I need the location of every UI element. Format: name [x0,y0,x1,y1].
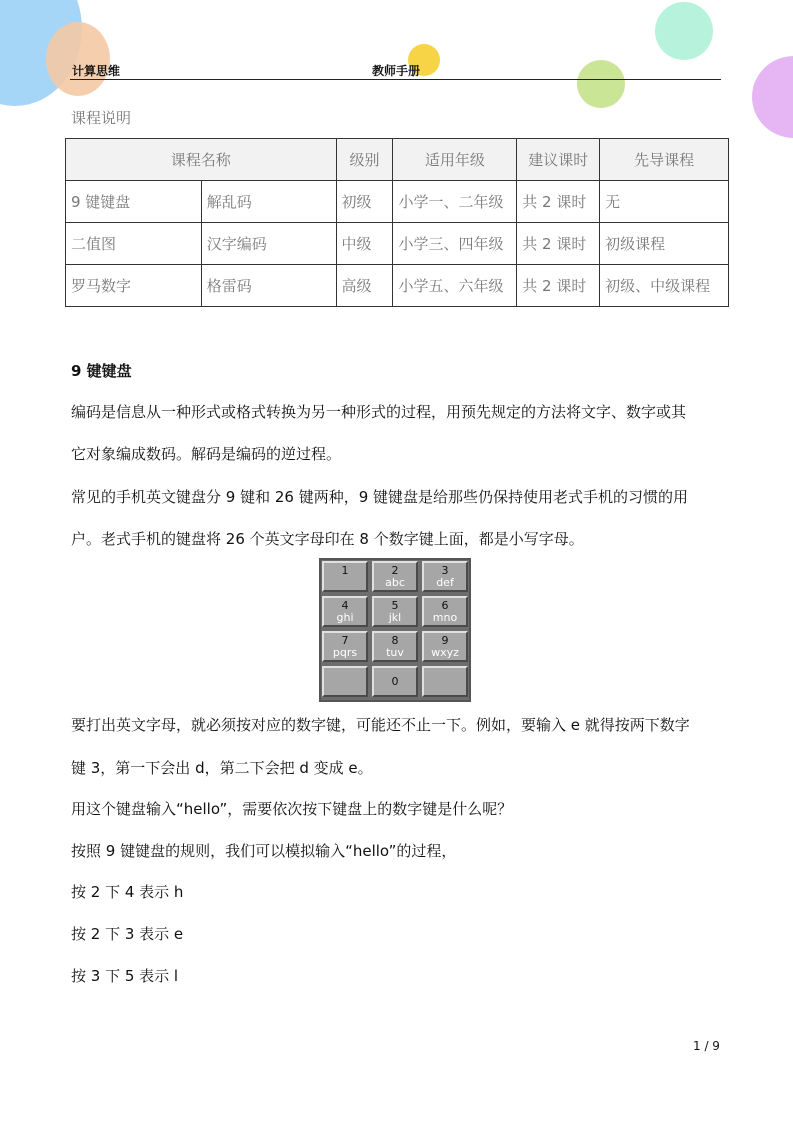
table-cell: 初级 [336,181,393,223]
paragraph-line: 它对象编成数码。解码是编码的逆过程。 [71,445,342,463]
table-cell: 高级 [336,265,393,307]
table-cell: 中级 [336,223,393,265]
paragraph-line: 要打出英文字母，就必须按对应的数字键，可能还不止一下。例如，要输入 e 就得按两下数字 [71,716,690,734]
table-cell: 共 2 课时 [517,265,600,307]
decor-circle-mint [655,2,713,60]
paragraph-line: 按 3 下 5 表示 l [71,967,179,985]
paragraph-line: 用这个键盘输入“hello”，需要依次按下键盘上的数字键是什么呢？ [71,800,513,818]
decor-circle-green [577,60,625,108]
keypad-key: 5 jkl [372,596,418,627]
paragraph-line: 编码是信息从一种形式或格式转换为另一种形式的过程，用预先规定的方法将文字、数字或其 [71,403,687,421]
header-rule [70,79,721,80]
table-cell: 小学五、六年级 [393,265,517,307]
keypad-key: 0 [372,666,418,697]
paragraph-line: 键 3，第一下会出 d，第二下会把 d 变成 e。 [71,759,373,777]
table-cell: 无 [600,181,729,223]
section-heading: 9 键键盘 [71,362,132,380]
keypad-key: 1 [322,561,368,592]
header-center: 教师手册 [372,64,421,78]
keypad-key: 9 wxyz [422,631,468,662]
section-caption: 课程说明 [71,109,132,127]
paragraph-line: 常见的手机英文键盘分 9 键和 26 键两种，9 键键盘是给那些仍保持使用老式手机的习惯的用 [71,488,689,506]
table-cell: 初级课程 [600,223,729,265]
keypad-key: 4 ghi [322,596,368,627]
table-cell: 汉字编码 [201,223,336,265]
keypad-key: 3 def [422,561,468,592]
paragraph-line: 户。老式手机的键盘将 26 个英文字母印在 8 个数字键上面，都是小写字母。 [71,530,584,548]
table-header-cell: 建议课时 [517,139,600,181]
keypad-image [319,558,471,702]
keypad-key [422,666,468,697]
header-left: 计算思维 [72,64,121,78]
keypad-key: 2 abc [372,561,418,592]
table-cell: 罗马数字 [66,265,202,307]
keypad-key: 6 mno [422,596,468,627]
table-cell: 初级、中级课程 [600,265,729,307]
table-header-cell: 适用年级 [393,139,517,181]
table-header-row [66,139,729,181]
course-table [65,138,729,307]
table-row [66,181,729,223]
keypad-key: 7 pqrs [322,631,368,662]
table-header-cell: 课程名称 [66,139,337,181]
decor-circle-orange [46,22,110,96]
paragraph-line: 按照 9 键键盘的规则，我们可以模拟输入“hello”的过程， [71,842,457,860]
table-cell: 共 2 课时 [517,223,600,265]
table-row [66,265,729,307]
table-cell: 二值图 [66,223,202,265]
table-cell: 9 键键盘 [66,181,202,223]
keypad-key: 8 tuv [372,631,418,662]
table-header-cell: 级别 [336,139,393,181]
paragraph-line: 按 2 下 3 表示 e [71,925,184,943]
table-cell: 格雷码 [201,265,336,307]
keypad-key [322,666,368,697]
paragraph-line: 按 2 下 4 表示 h [71,883,184,901]
table-header-cell: 先导课程 [600,139,729,181]
decor-circle-purple [752,56,793,138]
table-row [66,223,729,265]
table-cell: 小学三、四年级 [393,223,517,265]
table-cell: 小学一、二年级 [393,181,517,223]
table-cell: 共 2 课时 [517,181,600,223]
table-cell: 解乱码 [201,181,336,223]
page-number: 1 / 9 [693,1039,720,1053]
